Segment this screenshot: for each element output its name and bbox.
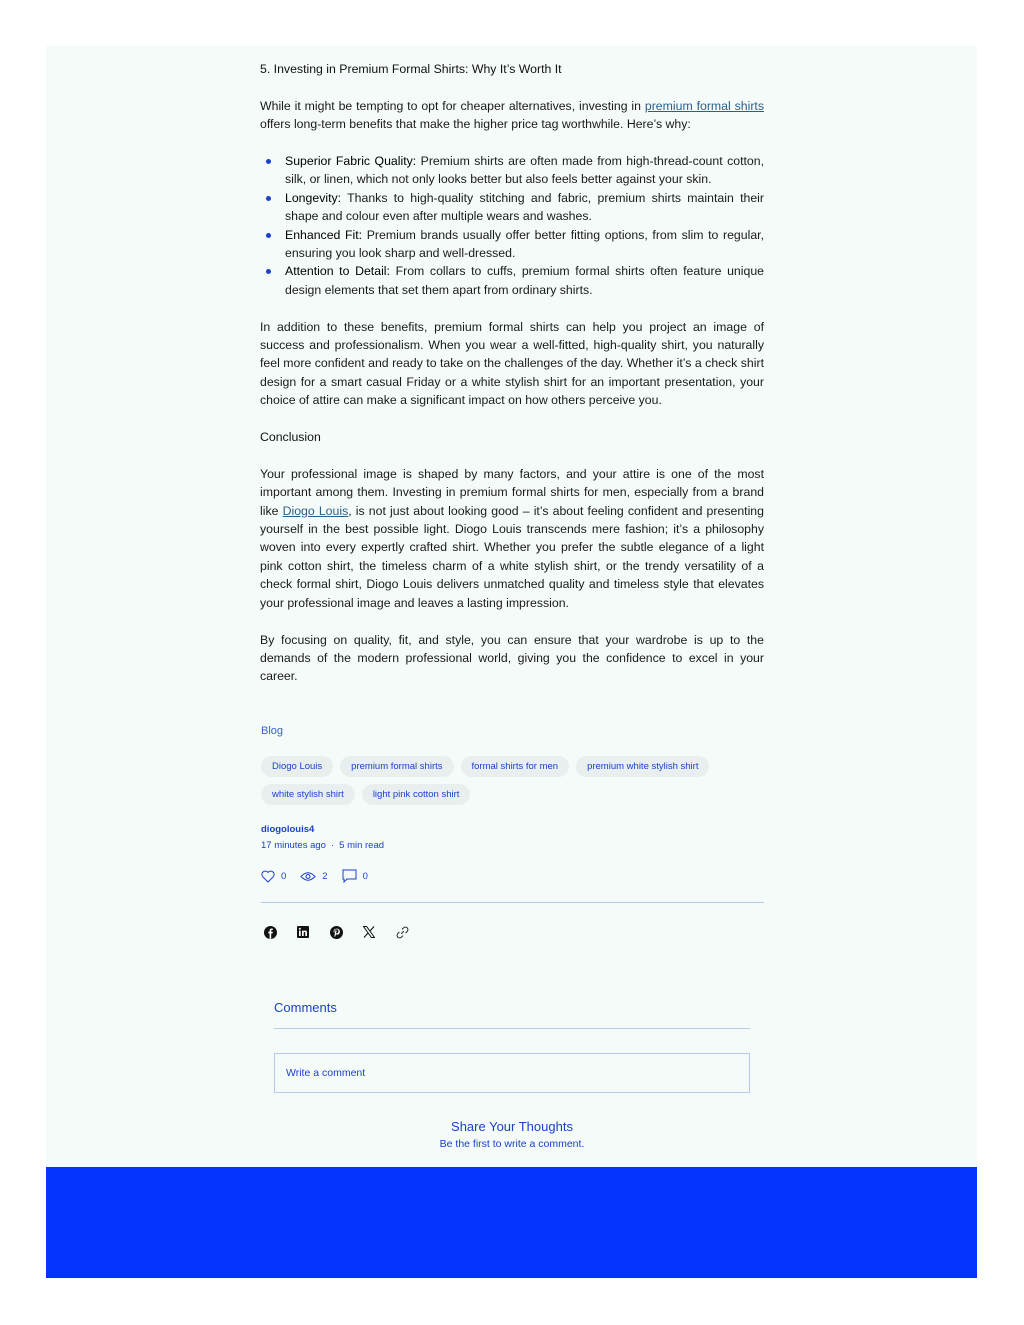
premium-formal-shirts-link[interactable]: premium formal shirts [644, 98, 764, 113]
post-stats [261, 869, 382, 883]
view-count: 2 [322, 870, 328, 882]
benefit-title: Superior Fabric Quality: [285, 154, 417, 168]
views-counter [300, 871, 327, 882]
list-item [285, 189, 764, 226]
category-link-blog[interactable]: Blog [261, 725, 284, 737]
comments-divider [274, 1028, 750, 1029]
benefit-title: Longevity: [285, 190, 342, 205]
empty-comments-subtitle: Be the first to write a comment. [439, 1138, 585, 1150]
tag-formal-shirts-for-men[interactable]: formal shirts for men [461, 756, 570, 777]
eye-icon [300, 871, 316, 882]
benefits-list [260, 152, 764, 299]
conclusion-heading: Conclusion [260, 430, 321, 445]
section-heading: 5. Investing in Premium Formal Shirts: Why It’s Worth It [260, 62, 562, 76]
empty-comments-title: Share Your Thoughts [451, 1119, 573, 1134]
comments-button[interactable] [342, 869, 368, 883]
conclusion-text: Your professional image is shaped by many factors, and your attire is one of the most important among them. Investing in premium formal shirts for men, especially from a brand like [260, 466, 764, 518]
linkedin-icon[interactable] [296, 925, 310, 939]
benefit-text: Thanks to high-quality stitching and fabric, premium shirts maintain their shape and colour even after multiple wears and washes. [285, 190, 764, 224]
closing-paragraph: By focusing on quality, fit, and style, you can ensure that your wardrobe is up to the demands of the modern professional world, giving you the confidence to excel in your career. [260, 632, 764, 684]
benefit-text: Premium brands usually offer better fitting options, from slim to regular, ensuring you look sharp and well-dressed. [285, 227, 764, 261]
like-button[interactable] [261, 870, 286, 883]
tag-diogo-louis[interactable]: Diogo Louis [261, 756, 333, 777]
post-meta [261, 840, 384, 851]
tag-premium-formal-shirts[interactable]: premium formal shirts [340, 756, 453, 777]
list-item [285, 262, 764, 299]
x-icon[interactable] [362, 925, 376, 939]
comment-icon [342, 869, 357, 883]
list-item [285, 152, 764, 189]
diogo-louis-link[interactable]: Diogo Louis [282, 503, 349, 518]
site-footer [46, 1167, 977, 1278]
read-time: 5 min read [339, 840, 385, 851]
post-time: 17 minutes ago [261, 840, 326, 851]
heart-icon [261, 870, 275, 883]
divider [261, 902, 764, 903]
pinterest-icon[interactable] [329, 925, 343, 939]
conclusion-text-end: , is not just about looking good – it’s about feeling confident and presenting yourself in the best possible light. Diogo Louis transcends mere fashion; it’s a philosophy woven into every expertly crafted shirt. Whether you prefer the subtle elegance of a light pink cotton shirt, the timeless charm of a white stylish shirt, or the trendy versatility of a check formal shirt, Diogo Louis delivers unmatched quality and timeless style that elevates your professional image and leaves a lasting impression. [260, 503, 764, 610]
benefit-text: Premium shirts are often made from high-thread-count cotton, silk, or linen, which not only looks better but also feels better against your skin. [285, 154, 764, 187]
article-body [260, 60, 764, 686]
success-paragraph: In addition to these benefits, premium formal shirts can help you project an image of success and professionalism. When you wear a well-fitted, high-quality shirt, you naturally feel more confident and ready to take on the challenges of the day. Whether it’s a check shirt design for a smart casual Friday or a white stylish shirt for an important presentation, your choice of attire can make a significant impact on how others perceive you. [260, 319, 764, 408]
comment-count: 0 [362, 870, 368, 882]
tag-list [261, 756, 781, 805]
tag-premium-white-stylish-shirt[interactable]: premium white stylish shirt [576, 756, 709, 777]
comment-input-placeholder: Write a comment [286, 1067, 366, 1079]
share-bar [263, 925, 428, 939]
benefit-title: Enhanced Fit: [285, 227, 363, 242]
author-name[interactable]: diogolouis4 [261, 824, 315, 835]
link-icon[interactable] [395, 925, 409, 939]
benefit-text: From collars to cuffs, premium formal shirts often feature unique design elements that set them apart from ordinary shirts. [285, 264, 764, 297]
conclusion-paragraph [260, 465, 764, 612]
intro-paragraph [260, 97, 764, 134]
intro-text-end: offers long-term benefits that make the higher price tag worthwhile. Here’s why: [260, 117, 691, 132]
meta-separator: · [330, 840, 335, 851]
facebook-icon[interactable] [263, 925, 277, 939]
tag-light-pink-cotton-shirt[interactable]: light pink cotton shirt [362, 784, 471, 805]
like-count: 0 [281, 870, 287, 882]
comments-heading: Comments [274, 1000, 337, 1015]
intro-text: While it might be tempting to opt for cheaper alternatives, investing in [260, 98, 645, 113]
benefit-title: Attention to Detail: [285, 264, 390, 279]
comment-input[interactable] [274, 1053, 750, 1093]
tag-white-stylish-shirt[interactable]: white stylish shirt [261, 784, 355, 805]
list-item [285, 226, 764, 263]
